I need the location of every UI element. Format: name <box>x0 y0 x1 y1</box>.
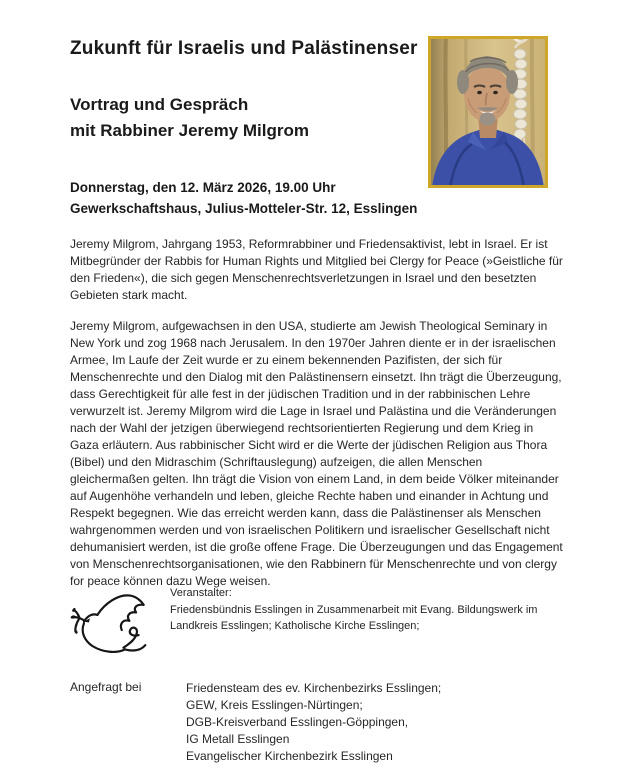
organizer-block <box>170 585 582 635</box>
requested-list <box>186 680 546 765</box>
event-subtitle <box>70 92 430 144</box>
requested-item: IG Metall Esslingen <box>186 732 290 746</box>
bio-paragraph-1: Jeremy Milgrom, Jahrgang 1953, Reformrabbiner und Friedensaktivist, lebt in Israel. Er ist Mitbegründer der Rabbis for Human Rights und Mitglied bei Clergy for Peace (»Geistliche für den Frieden«), die sich gegen Menschenrechtsverletzungen in Israel und den besetzten Gebieten stark macht. <box>70 237 563 302</box>
organizer-text: Friedensbündnis Esslingen in Zusammenarbeit mit Evang. Bildungswerk im Landkreis Esslingen; Katholische Kirche Esslingen; <box>170 603 538 632</box>
bio-paragraph-2: Jeremy Milgrom, aufgewachsen in den USA, studierte am Jewish Theological Seminary in New York und zog 1968 nach Jerusalem. In den 1970er Jahren diente er in der israelischen Armee, Im Laufe der Zeit wurde er zu einem bekennenden Pazifisten, der sich für Menschenrechte und den Dialog mit den Palästinensern einsetzt. Ihn trägt die Überzeugung, dass Gerechtigkeit für alle fest in der jüdischen Tradition und in der rabbinischen Lehre verwurzelt ist. Jeremy Milgrom wird die Lage in Israel und Palästina und die Veränderungen nach der Wahl der jetzigen überwiegend rechtsorientierten Regierung und dem Krieg in Gaza erläutern. Aus rabbinischer Sicht wird er die Werte der jüdischen Religion aus Thora (Bibel) und den Midraschim (Schriftauslegung) aufzeigen, die allen Menschen gleichermaßen gelten. Ihn trägt die Vision von einem Land, in dem beide Völker miteinander auf Augenhöhe verhandeln und leben, gleiche Rechte haben und einander in Achtung und Respekt begegnen. Wie das erreicht werden kann, dass die Palästinenser als Menschen wahrgenommen werden und von israelischen Politikern und israelischer Gesellschaft nicht dehumanisiert werden, ist die große offene Frage. Die Überzeugungen und das Engagement von Menschenrechtsorganisationen, wie den Rabbinern für Menschenrechte und von clergy for peace können dazu Wege weisen. <box>70 319 563 588</box>
event-when-where <box>70 177 490 219</box>
organizer-label: Veranstalter: <box>170 587 232 599</box>
subtitle-line-1: Vortrag und Gespräch <box>70 95 249 114</box>
dove-illustration <box>68 586 152 664</box>
event-datetime: Donnerstag, den 12. März 2026, 19.00 Uhr <box>70 180 336 195</box>
portrait-photo <box>428 36 548 188</box>
macrame-hanging <box>514 38 528 153</box>
requested-label: Angefragt bei <box>70 680 142 694</box>
requested-item: GEW, Kreis Esslingen-Nürtingen; <box>186 698 363 712</box>
page-title: Zukunft für Israelis und Palästinenser <box>70 38 418 59</box>
event-venue: Gewerkschaftshaus, Julius-Motteler-Str. 12, Esslingen <box>70 201 418 216</box>
subtitle-line-2: mit Rabbiner Jeremy Milgrom <box>70 121 310 140</box>
requested-item: DGB-Kreisverband Esslingen-Göppingen, <box>186 715 409 729</box>
portrait-photo-illustration <box>428 36 548 188</box>
requested-item: Friedensteam des ev. Kirchenbezirks Esslingen; <box>186 681 442 695</box>
requested-item: Evangelischer Kirchenbezirk Esslingen <box>186 749 393 763</box>
peace-dove-icon <box>68 586 152 664</box>
